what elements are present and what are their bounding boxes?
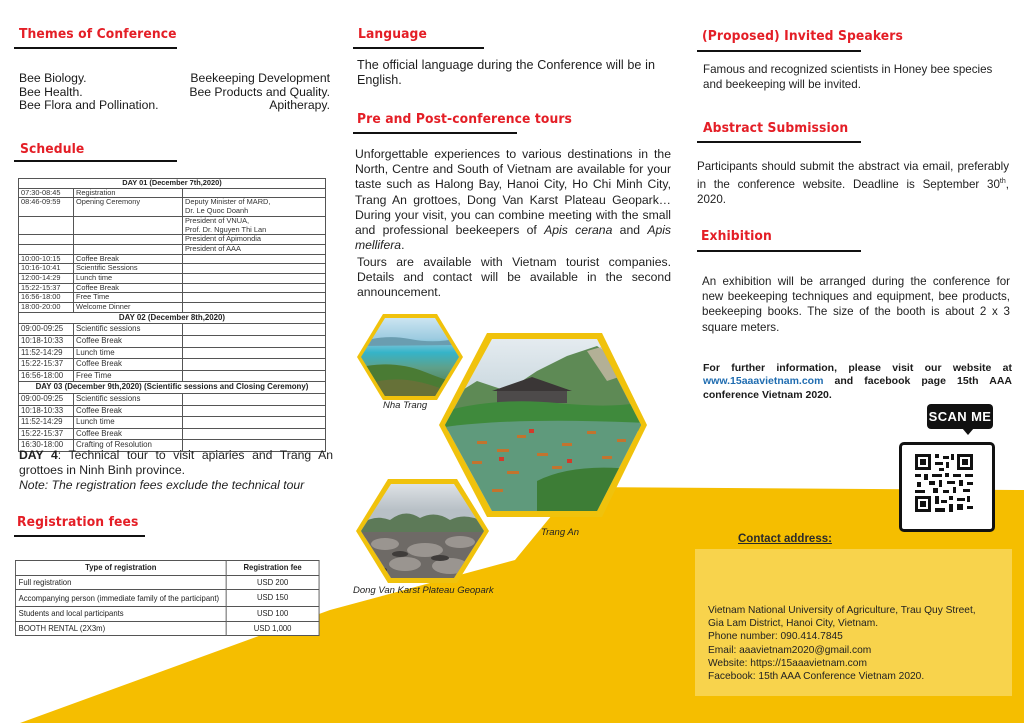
schedule-heading: Schedule xyxy=(20,142,85,157)
activity-cell xyxy=(74,244,183,254)
theme-item: Bee Products and Quality. xyxy=(189,84,330,99)
activity-cell: Crafting of Resolution xyxy=(74,440,183,452)
time-cell xyxy=(19,244,74,254)
day4-text: : Technical tour to visit apiaries and Trang An grottoes in Ninh Binh province. xyxy=(19,448,333,478)
note-cell xyxy=(183,264,326,274)
time-cell xyxy=(19,235,74,245)
species-name: Apis mellifera xyxy=(355,223,672,253)
note-cell xyxy=(183,359,326,371)
time-cell: 09:00-09:25 xyxy=(19,324,74,336)
abstract-text xyxy=(697,159,1009,207)
time-cell: 08:46-09:59 xyxy=(19,198,74,216)
photo-caption: Dong Van Karst Plateau Geopark xyxy=(353,585,494,596)
note-cell xyxy=(183,324,326,336)
heading-underline xyxy=(697,141,861,143)
time-cell: 15:22-15:37 xyxy=(19,428,74,440)
contact-email: Email: aaavietnam2020@gmail.com xyxy=(708,644,872,656)
tours-text: Unforgettable experiences to various destinations in the North, Centre and South of Vietnam are available for your taste such as Halong Bay, Hanoi City, Ho Chi Minh City, Trang An grottoes, Dong Van Karst Plateau Geopark… During your visit, you can combine meeting with the small and professional beekeepers of xyxy=(355,147,671,238)
table-row xyxy=(19,405,326,417)
time-cell: 10:18-10:33 xyxy=(19,405,74,417)
time-cell: 09:00-09:25 xyxy=(19,394,74,406)
note-cell: President of Apimondia xyxy=(183,235,326,245)
time-cell xyxy=(19,216,74,234)
note-cell: Deputy Minister of MARD, xyxy=(183,198,326,207)
note-cell: Prof. Dr. Nguyen Thi Lan xyxy=(183,226,326,235)
contact-website: Website: https://15aaavietnam.com xyxy=(708,657,867,669)
heading-underline xyxy=(353,47,484,49)
note-cell xyxy=(183,303,326,313)
table-row xyxy=(19,336,326,348)
speakers-text: Famous and recognized scientists in Honey bee species and beekeeping will be invited. xyxy=(703,63,993,92)
fees-table xyxy=(15,560,320,636)
activity-cell: Coffee Break xyxy=(74,254,183,264)
photo-dong-van xyxy=(355,478,490,584)
fees-table-wrapper xyxy=(15,560,346,636)
abstract-heading: Abstract Submission xyxy=(703,121,849,136)
exhibition-heading: Exhibition xyxy=(701,229,772,244)
day4-paragraph xyxy=(19,448,333,478)
fee-cell: USD 100 xyxy=(226,607,319,622)
time-cell: 11:52-14:29 xyxy=(19,417,74,429)
time-cell: 10:18-10:33 xyxy=(19,336,74,348)
tours-paragraph-2: Tours are available with Vietnam tourist companies. Details and contact will be available in the second announcement. xyxy=(357,255,671,300)
activity-cell: Coffee Break xyxy=(74,428,183,440)
contact-title: Contact address: xyxy=(738,533,832,545)
note-cell xyxy=(183,417,326,429)
registration-heading: Registration fees xyxy=(17,515,139,530)
activity-cell: Registration xyxy=(74,188,183,198)
species-name: Apis cerana xyxy=(544,223,613,238)
activity-cell xyxy=(74,235,183,245)
note-cell xyxy=(183,254,326,264)
contact-details xyxy=(708,604,976,683)
time-cell: 11:52-14:29 xyxy=(19,347,74,359)
activity-cell: Free Time xyxy=(74,293,183,303)
language-heading: Language xyxy=(358,27,427,42)
tours-text: . xyxy=(401,238,405,253)
registration-note: Note: The registration fees exclude the technical tour xyxy=(19,478,305,492)
table-row xyxy=(19,244,326,254)
table-row xyxy=(19,274,326,284)
further-text: and facebook page 15th AAA conference Vietnam 2020. xyxy=(703,375,1012,401)
day4-label: DAY 4 xyxy=(19,448,58,462)
day2-header: DAY 02 (December 8th,2020) xyxy=(19,312,326,324)
time-cell: 12:00-14:29 xyxy=(19,274,74,284)
heading-underline xyxy=(14,160,177,162)
time-cell: 16:56-18:00 xyxy=(19,293,74,303)
note-cell xyxy=(183,336,326,348)
column-header: Registration fee xyxy=(226,561,319,576)
photo-caption: Nha Trang xyxy=(383,400,428,411)
qr-code-icon xyxy=(902,445,986,523)
theme-item: Bee Flora and Pollination. xyxy=(19,98,159,112)
further-text: For further information, please visit our website at xyxy=(703,362,1012,374)
heading-underline xyxy=(353,132,517,134)
themes-heading: Themes of Conference xyxy=(19,27,177,42)
type-cell: Students and local participants xyxy=(15,607,226,622)
table-row xyxy=(19,198,326,207)
day3-header: DAY 03 (December 9th,2020) (Scientific sessions and Closing Ceremony) xyxy=(19,382,326,394)
activity-cell: Coffee Break xyxy=(74,405,183,417)
abstract-body: , 2020. xyxy=(697,178,1009,207)
note-cell xyxy=(183,283,326,293)
contact-line: Vietnam National University of Agriculture, Trau Quy Street, xyxy=(708,605,976,616)
table-row xyxy=(19,188,326,198)
contact-facebook: Facebook: 15th AAA Conference Vietnam 2020. xyxy=(708,671,925,683)
qr-code-frame[interactable] xyxy=(899,442,995,532)
type-cell: Accompanying person (immediate family of the participant) xyxy=(15,590,226,607)
time-cell: 16:30-18:00 xyxy=(19,440,74,452)
speech-tail xyxy=(962,428,974,435)
time-cell: 18:00-20:00 xyxy=(19,303,74,313)
note-cell xyxy=(183,428,326,440)
table-row xyxy=(19,283,326,293)
activity-cell: Scientific sessions xyxy=(74,324,183,336)
contact-phone: Phone number: 090.414.7845 xyxy=(708,631,843,643)
activity-cell: Lunch time xyxy=(74,347,183,359)
tours-heading: Pre and Post-conference tours xyxy=(357,112,572,127)
note-cell xyxy=(183,347,326,359)
heading-underline xyxy=(14,47,177,49)
activity-cell: Scientific Sessions xyxy=(74,264,183,274)
website-link[interactable]: www.15aaavietnam.com xyxy=(703,375,824,388)
time-cell: 10:16-10:41 xyxy=(19,264,74,274)
themes-left-list xyxy=(19,72,159,113)
exhibition-text: An exhibition will be arranged during the conference for new beekeeping techniques and equipment, bee products, beekeeping books. The size of the booth is about 2 x 3 square meters. xyxy=(702,275,1010,334)
table-row xyxy=(19,394,326,406)
time-cell: 15:22-15:37 xyxy=(19,359,74,371)
schedule-table xyxy=(18,178,326,452)
table-row xyxy=(15,575,319,590)
speakers-heading: (Proposed) Invited Speakers xyxy=(702,29,903,44)
note-cell: President of AAA xyxy=(183,244,326,254)
theme-item: Beekeeping Development xyxy=(190,71,330,85)
activity-cell: Scientific sessions xyxy=(74,394,183,406)
table-row xyxy=(19,428,326,440)
abstract-body: Participants should submit the abstract via email, preferably in the conference website. Deadline is September 30 xyxy=(697,160,1009,192)
table-row xyxy=(19,324,326,336)
column-header: Type of registration xyxy=(15,561,226,576)
note-cell xyxy=(183,394,326,406)
theme-item: Apitherapy. xyxy=(269,98,330,112)
table-row xyxy=(19,417,326,429)
type-cell: BOOTH RENTAL (2X3m) xyxy=(15,621,226,636)
fee-cell: USD 1,000 xyxy=(226,621,319,636)
language-text: The official language during the Conference will be in English. xyxy=(357,58,655,88)
heading-underline xyxy=(14,535,145,537)
note-cell: President of VNUA, xyxy=(183,216,326,225)
activity-cell: Coffee Break xyxy=(74,283,183,293)
note-cell xyxy=(183,274,326,284)
time-cell: 07:30-08:45 xyxy=(19,188,74,198)
day1-header: DAY 01 (December 7th,2020) xyxy=(19,179,326,189)
scan-me-label: SCAN ME xyxy=(927,404,993,429)
table-row xyxy=(19,264,326,274)
fee-cell: USD 200 xyxy=(226,575,319,590)
table-row xyxy=(19,347,326,359)
activity-cell: Lunch time xyxy=(74,417,183,429)
table-row xyxy=(19,235,326,245)
table-row xyxy=(19,293,326,303)
theme-item: Bee Health. xyxy=(19,84,83,99)
heading-underline xyxy=(697,250,861,252)
note-cell xyxy=(183,370,326,382)
time-cell: 16:56-18:00 xyxy=(19,370,74,382)
activity-cell: Welcome Dinner xyxy=(74,303,183,313)
photo-caption: Trang An xyxy=(541,527,580,538)
activity-cell: Lunch time xyxy=(74,274,183,284)
activity-cell: Coffee Break xyxy=(74,336,183,348)
table-row xyxy=(19,359,326,371)
table-row xyxy=(15,621,319,636)
table-row xyxy=(19,254,326,264)
table-row xyxy=(19,370,326,382)
note-cell xyxy=(183,405,326,417)
fee-cell: USD 150 xyxy=(226,590,319,607)
activity-cell: Coffee Break xyxy=(74,359,183,371)
superscript: th xyxy=(999,178,1006,186)
tours-text: and xyxy=(612,223,648,238)
table-row xyxy=(15,590,319,607)
note-cell: Dr. Le Quoc Doanh xyxy=(183,207,326,216)
tours-paragraph-1 xyxy=(355,147,671,253)
activity-cell: Opening Ceremony xyxy=(74,198,183,216)
time-cell: 10:00-10:15 xyxy=(19,254,74,264)
themes-right-list xyxy=(189,72,330,113)
further-info xyxy=(703,362,1012,402)
note-cell xyxy=(183,293,326,303)
activity-cell: Free Time xyxy=(74,370,183,382)
theme-item: Bee Biology. xyxy=(19,71,87,85)
table-row xyxy=(19,303,326,313)
type-cell: Full registration xyxy=(15,575,226,590)
table-row xyxy=(19,216,326,225)
heading-underline xyxy=(697,50,861,52)
contact-line: Gia Lam District, Hanoi City, Vietnam. xyxy=(708,618,879,630)
activity-cell xyxy=(74,216,183,234)
table-row xyxy=(15,607,319,622)
schedule-table-wrapper xyxy=(18,178,326,452)
time-cell: 15:22-15:37 xyxy=(19,283,74,293)
